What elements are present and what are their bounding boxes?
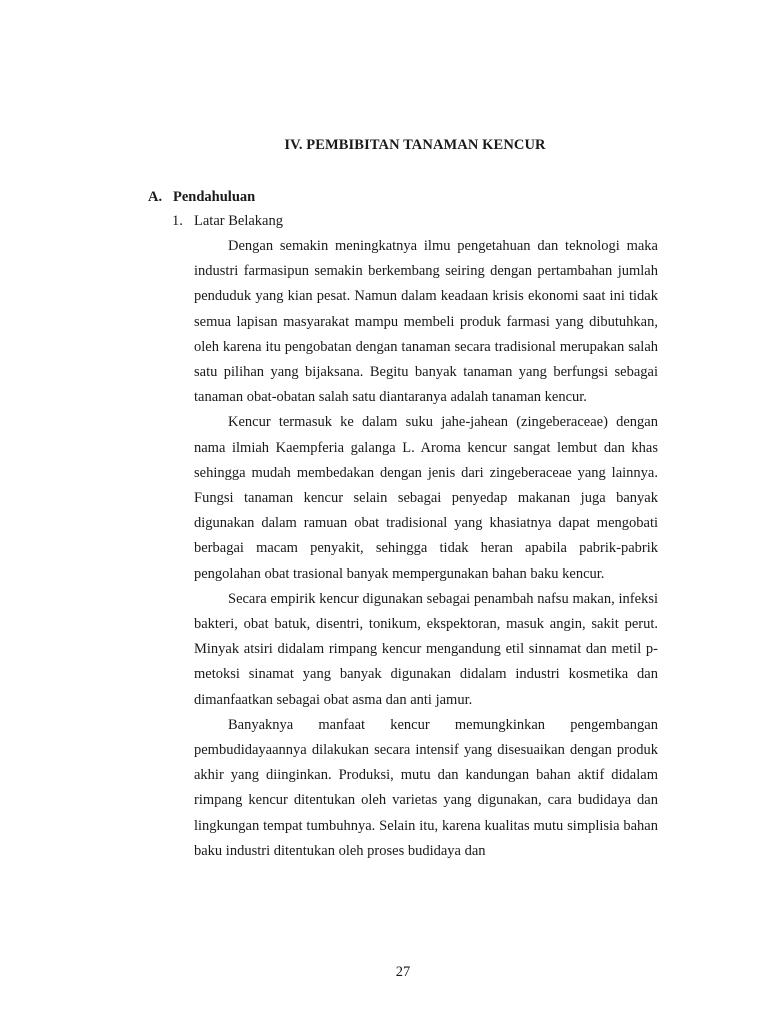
section-title: Pendahuluan	[173, 189, 256, 205]
paragraph-4: Banyaknya manfaat kencur memungkinkan pengembangan pembudidayaannya dilakukan secara intensif yang disesuaikan dengan produk akhir yang diinginkan. Produksi, mutu dan kandungan bahan aktif didalam rimpang kencur ditentukan oleh varietas yang digunakan, cara budidaya dan lingkungan tempat tumbuhnya. Selain itu, karena kualitas mutu simplisia bahan baku industri ditentukan oleh proses budidaya dan	[194, 716, 658, 859]
subsection-heading	[172, 213, 283, 230]
page-number: 27	[395, 964, 411, 980]
paragraph-3: Secara empirik kencur digunakan sebagai penambah nafsu makan, infeksi bakteri, obat batuk, disentri, tonikum, ekspektoran, masuk angin, sakit perut. Minyak atsiri didalam rimpang kencur mengandung etil sinnamat dan metil p-metoksi sinamat yang banyak digunakan didalam industri kosmetika dan dimanfaatkan sebagai obat asma dan anti jamur.	[194, 590, 658, 708]
body-text	[194, 234, 658, 864]
section-heading	[148, 189, 255, 206]
subsection-title: Latar Belakang	[194, 213, 283, 229]
paragraph-2: Kencur termasuk ke dalam suku jahe-jahean (zingeberaceae) dengan nama ilmiah Kaempferia galanga L. Aroma kencur sangat lembut dan khas sehingga mudah membedakan dengan jenis dari zingeberaceae yang lainnya. Fungsi tanaman kencur selain sebagai penyedap makanan juga banyak digunakan dalam ramuan obat tradisional yang khasiatnya dapat mengobati berbagai macam penyakit, sehingga tidak heran apabila pabrik-pabrik pengolahan obat trasional banyak mempergunakan bahan baku kencur.	[194, 414, 658, 582]
subsection-number: 1.	[172, 213, 183, 229]
chapter-title: IV. PEMBIBITAN TANAMAN KENCUR	[284, 137, 546, 153]
paragraph-1: Dengan semakin meningkatnya ilmu pengetahuan dan teknologi maka industri farmasipun semakin berkembang seiring dengan pertambahan jumlah penduduk yang kian pesat. Namun dalam keadaan krisis ekonomi saat ini tidak semua lapisan masyarakat mampu membeli produk farmasi yang dibutuhkan, oleh karena itu pengobatan dengan tanaman secara tradisional merupakan salah satu pilihan yang bijaksana. Begitu banyak tanaman yang berfungsi sebagai tanaman obat-obatan salah satu diantaranya adalah tanaman kencur.	[194, 238, 658, 406]
section-letter: A.	[148, 189, 163, 205]
